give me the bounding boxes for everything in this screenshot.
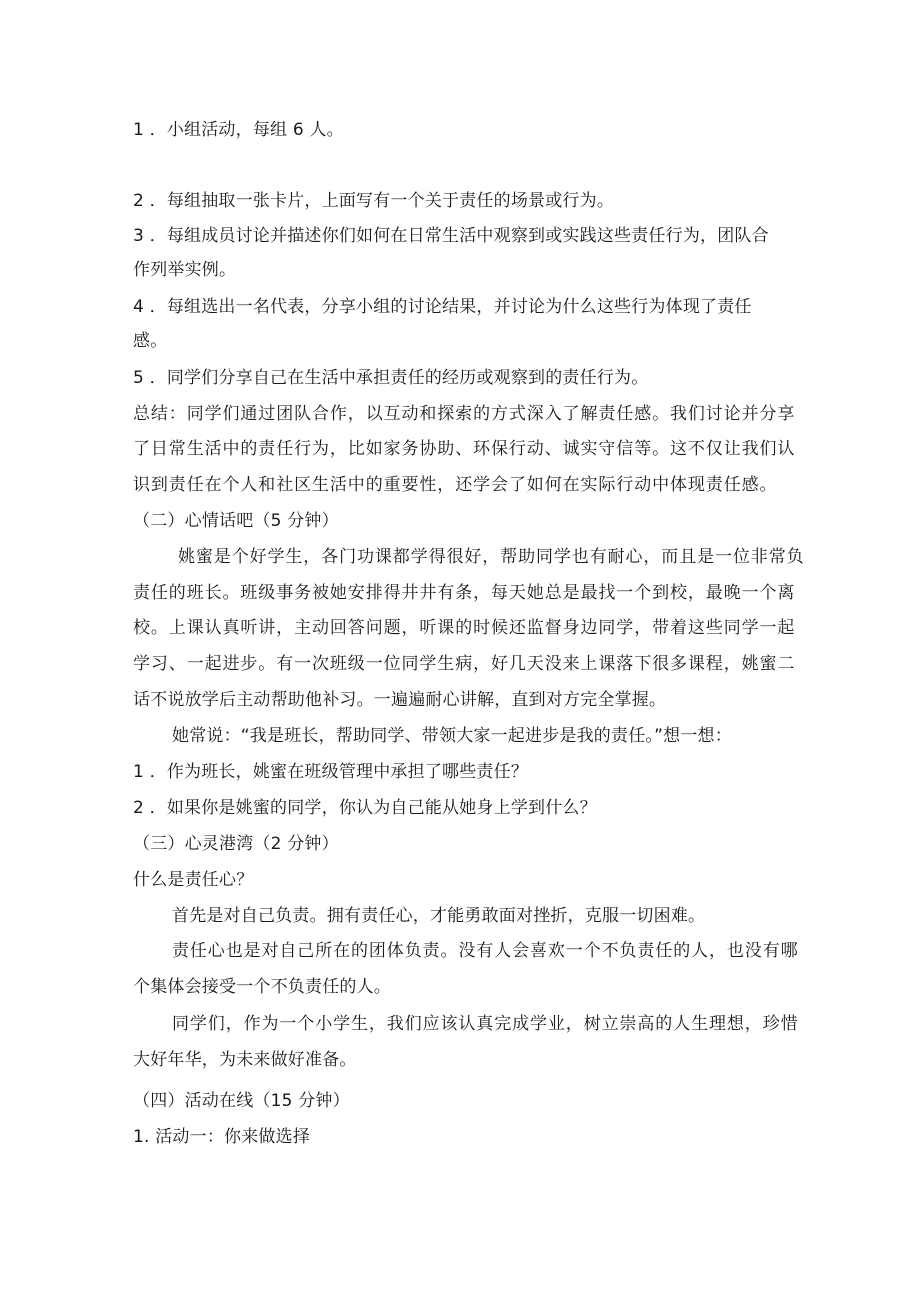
story-line: 姚蜜是个好学生，各门功课都学得很好，帮助同学也有耐心，而且是一位非常负 bbox=[178, 547, 805, 567]
section3-question: 什么是责任心？ bbox=[133, 870, 254, 890]
section3-paragraph-2: 责任心也是对自己所在的团体负责。没有人会喜欢一个不负责任的人，也没有哪 bbox=[172, 941, 799, 961]
story-line: 责任的班长。班级事务被她安排得井井有条，每天她总是最找一个到校，最晚一个离 bbox=[133, 583, 796, 603]
question-2: 2 ．如果你是姚蜜的同学，你认为自己能从她身上学到什么？ bbox=[133, 798, 597, 818]
section3-paragraph-1: 首先是对自己负责。拥有责任心，才能勇敢面对挫折，克服一切困难。 bbox=[172, 906, 706, 926]
story-line: 话不说放学后主动帮助他补习。一遍遍耐心讲解，直到对方完全掌握。 bbox=[133, 690, 667, 710]
step-3: 3 ．每组成员讨论并描述你们如何在日常生活中观察到或实践这些责任行为，团队合 bbox=[133, 226, 769, 246]
section-heading-2: （二）心情话吧（5 分钟） bbox=[133, 511, 339, 531]
section-heading-4: （四）活动在线（15 分钟） bbox=[133, 1091, 350, 1111]
story-line: 学习、一起进步。有一次班级一位同学生病，好几天没来上课落下很多课程，姚蜜二 bbox=[133, 654, 796, 674]
section3-paragraph-2-cont: 个集体会接受一个不负责任的人。 bbox=[133, 977, 391, 997]
step-3-cont: 作列举实例。 bbox=[133, 260, 237, 280]
question-1: 1 ．作为班长，姚蜜在班级管理中承担了哪些责任？ bbox=[133, 762, 529, 782]
step-4: 4 ．每组选出一名代表，分享小组的讨论结果，并讨论为什么这些行为体现了责任 bbox=[133, 297, 752, 317]
section3-paragraph-3: 同学们，作为一个小学生，我们应该认真完成学业，树立崇高的人生理想，珍惜 bbox=[172, 1014, 799, 1034]
section-heading-3: （三）心灵港湾（2 分钟） bbox=[133, 834, 339, 854]
step-4-cont: 感。 bbox=[133, 331, 168, 351]
story-line: 校。上课认真听讲，主动回答问题，听课的时候还监督身边同学，带着这些同学一起 bbox=[133, 618, 796, 638]
summary-line: 了日常生活中的责任行为，比如家务协助、环保行动、诚实守信等。这不仅让我们认 bbox=[133, 439, 796, 459]
step-5: 5 ．同学们分享自己在生活中承担责任的经历或观察到的责任行为。 bbox=[133, 368, 649, 388]
activity-title: 1. 活动一：你来做选择 bbox=[133, 1127, 311, 1147]
step-1: 1 ．小组活动，每组 6 人。 bbox=[133, 120, 344, 140]
quote-line: 她常说：“我是班长，帮助同学、带领大家一起进步是我的责任。”想一想： bbox=[172, 726, 732, 746]
summary-line: 总结：同学们通过团队合作，以互动和探索的方式深入了解责任感。我们讨论并分享 bbox=[133, 404, 796, 424]
summary-line: 识到责任在个人和社区生活中的重要性，还学会了如何在实际行动中体现责任感。 bbox=[133, 475, 778, 495]
step-2: 2 ．每组抽取一张卡片，上面写有一个关于责任的场景或行为。 bbox=[133, 191, 615, 211]
section3-paragraph-3-cont: 大好年华，为未来做好准备。 bbox=[133, 1050, 357, 1070]
